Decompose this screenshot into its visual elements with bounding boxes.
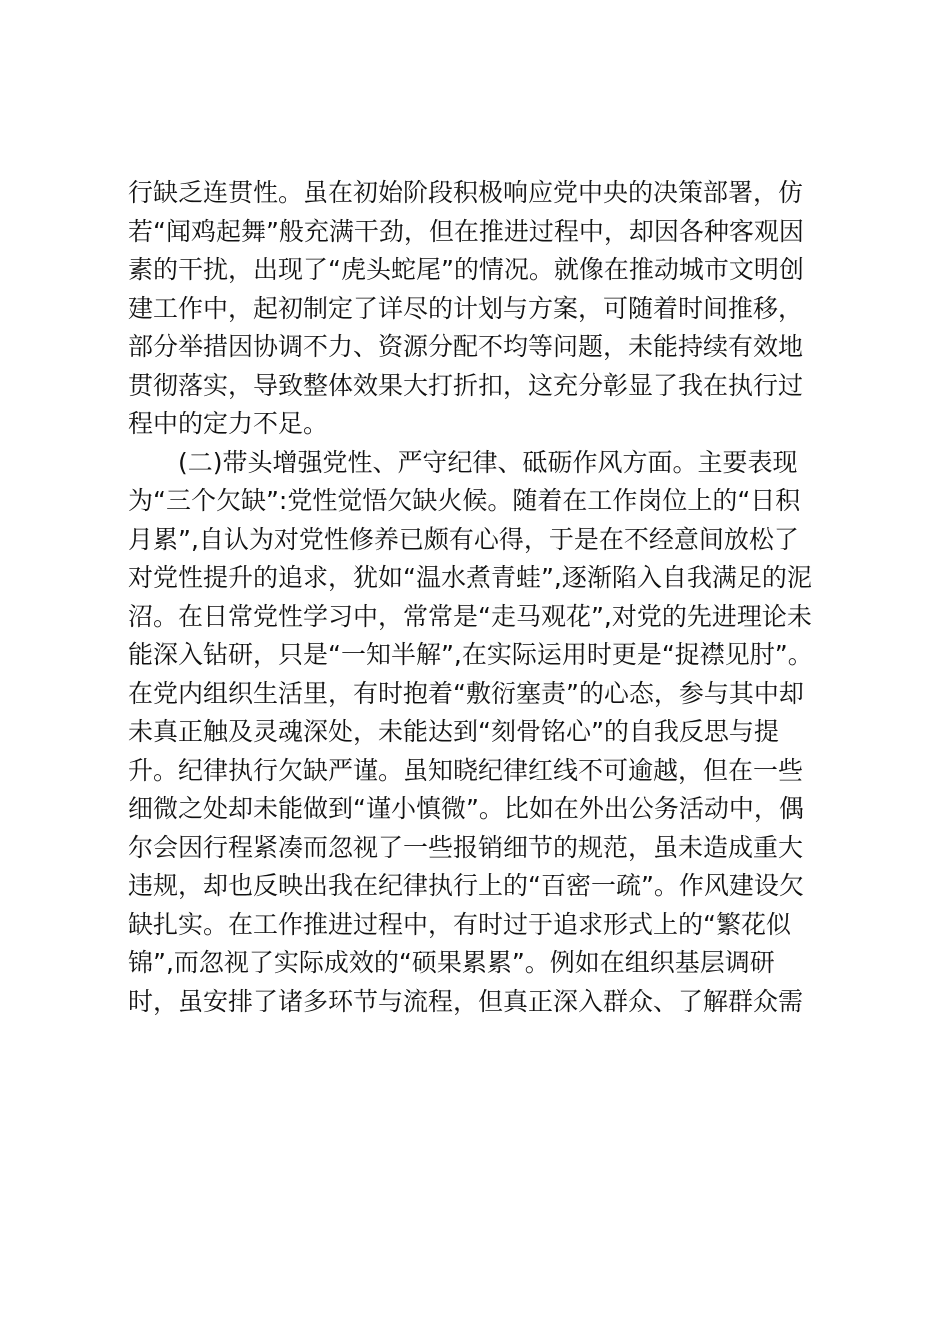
text-line-3: 素的干扰，出现了“虎头蛇尾”的情况。就像在推动城市文明创 (128, 255, 804, 284)
text-line-15: 未真正触及灵魂深处，未能达到“刻骨铭心”的自我反思与提 (128, 717, 779, 746)
body-text (128, 174, 828, 1021)
text-line-2: 若“闻鸡起舞”般充满干劲，但在推进过程中，却因各种客观因 (128, 216, 804, 246)
text-line-22: 时，虽安排了诸多环节与流程，但真正深入群众、了解群众需 (128, 986, 804, 1016)
text-line-10: 月累”,自认为对党性修养已颇有心得，于是在不经意间放松了 (128, 524, 799, 554)
section-heading-line: (二)带头增强党性、严守纪律、砥砺作风方面。主要表现 (178, 447, 798, 477)
text-line-7: 程中的定力不足。 (128, 409, 329, 438)
text-line-5: 部分举措因协调不力、资源分配不均等问题，未能持续有效地 (128, 332, 804, 361)
text-line-9: 为“三个欠缺”:党性觉悟欠缺火候。随着在工作岗位上的“日积 (128, 486, 801, 515)
text-line-21: 锦”,而忽视了实际成效的“硕果累累”。例如在组织基层调研 (128, 948, 775, 977)
text-line-20: 缺扎实。在工作推进过程中，有时过于追求形式上的“繁花似 (128, 909, 791, 939)
text-line-11: 对党性提升的追求，犹如“温水煮青蛙”,逐渐陷入自我满足的泥 (128, 563, 812, 592)
text-line-13: 能深入钻研，只是“一知半解”,在实际运用时更是“捉襟见肘”。 (128, 640, 813, 669)
text-line-4: 建工作中，起初制定了详尽的计划与方案，可随着时间推移， (128, 293, 804, 323)
text-line-6: 贯彻落实，导致整体效果大打折扣，这充分彰显了我在执行过 (128, 370, 804, 400)
text-line-17: 细微之处却未能做到“谨小慎微”。比如在外出公务活动中，偶 (128, 794, 804, 823)
text-line-14: 在党内组织生活里，有时抱着“敷衍塞责”的心态，参与其中却 (128, 678, 804, 708)
text-line-19: 违规，却也反映出我在纪律执行上的“百密一疏”。作风建设欠 (128, 871, 804, 900)
text-line-12: 沼。在日常党性学习中，常常是“走马观花”,对党的先进理论未 (128, 601, 812, 631)
text-line-18: 尔会因行程紧凑而忽视了一些报销细节的规范，虽未造成重大 (128, 832, 804, 862)
text-line-1: 行缺乏连贯性。虽在初始阶段积极响应党中央的决策部署，仿 (128, 178, 804, 207)
text-line-16: 升。纪律执行欠缺严谨。虽知晓纪律红线不可逾越，但在一些 (128, 755, 804, 785)
